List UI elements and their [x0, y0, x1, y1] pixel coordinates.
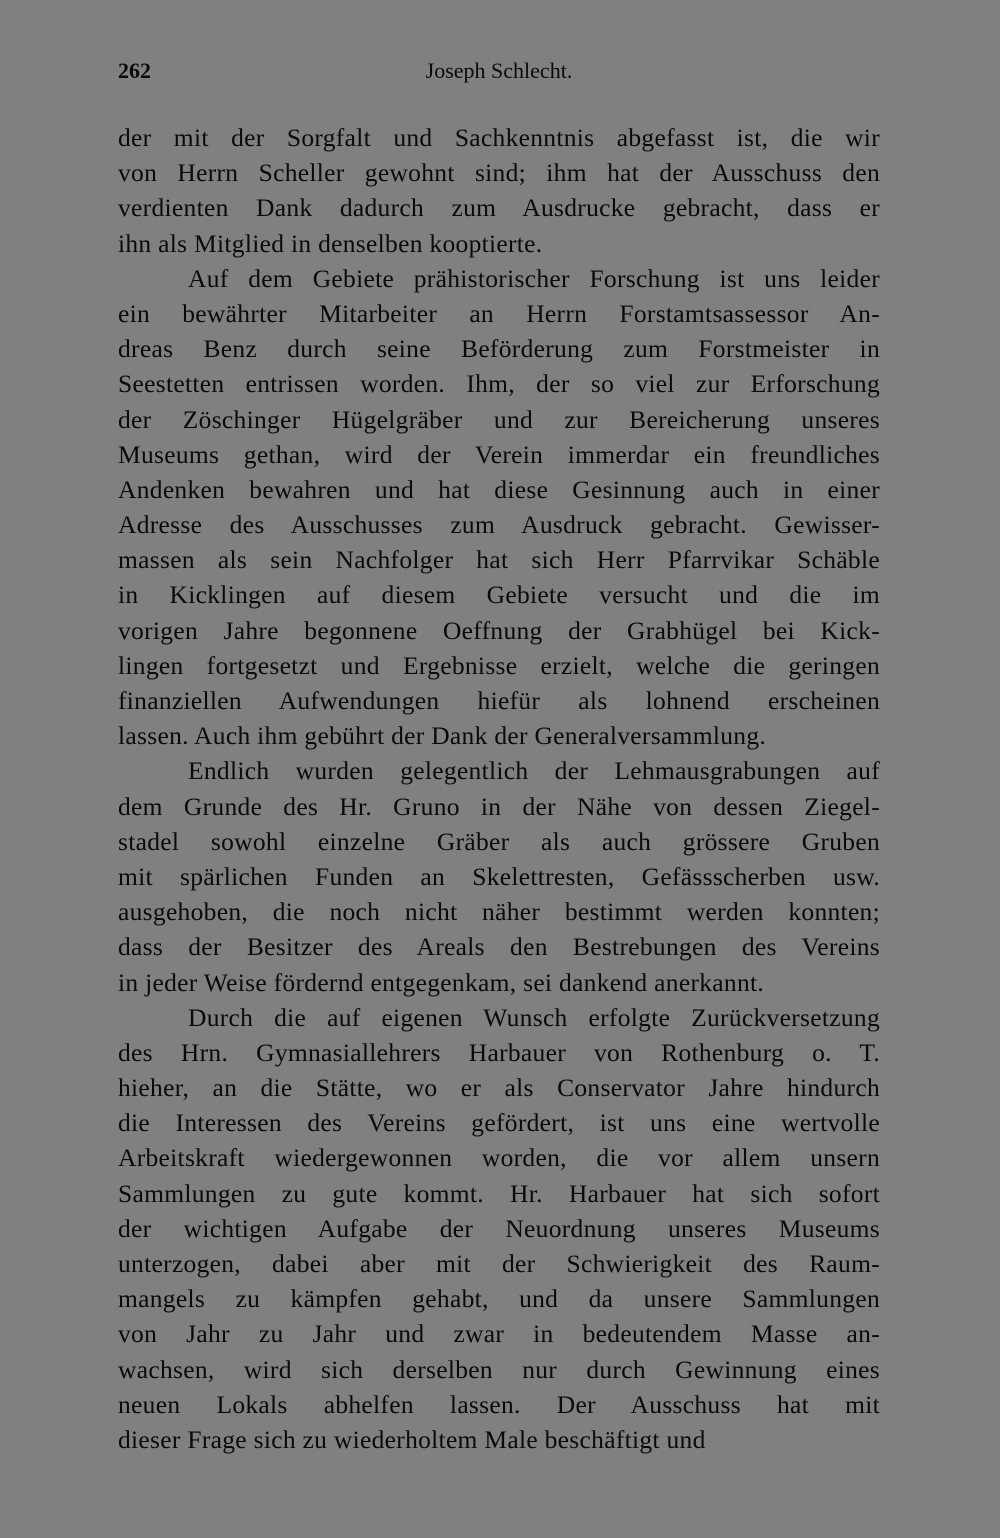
text-line: massen als sein Nachfolger hat sich Herr Pfarrvikar Schäble: [118, 545, 880, 575]
text-line: in jeder Weise fördernd entgegenkam, sei dankend anerkannt.: [118, 967, 765, 997]
text-line: die Interessen des Vereins gefördert, ist uns eine wertvolle: [118, 1108, 880, 1138]
text-line: Museums gethan, wird der Verein immerdar ein freundliches: [118, 439, 880, 469]
text-line: Auf dem Gebiete prähistorischer Forschung ist uns leider: [188, 263, 880, 293]
text-line: Andenken bewahren und hat diese Gesinnung auch in einer: [118, 474, 880, 504]
text-line: mit spärlichen Funden an Skelettresten, Gefässscherben usw.: [118, 861, 880, 891]
paragraph: [118, 261, 880, 754]
text-line: des Hrn. Gymnasiallehrers Harbauer von Rothenburg o. T.: [118, 1037, 880, 1067]
text-line: finanziellen Aufwendungen hiefür als lohnend erscheinen: [118, 686, 880, 715]
text-line: verdienten Dank dadurch zum Ausdrucke gebracht, dass er: [118, 193, 880, 223]
text-line: ein bewährter Mitarbeiter an Herrn Forstamtsassessor An-: [118, 298, 880, 328]
text-line: Seestetten entrissen worden. Ihm, der so viel zur Erforschung: [118, 369, 880, 399]
text-line: stadel sowohl einzelne Gräber als auch grössere Gruben: [118, 826, 880, 856]
text-line: in Kicklingen auf diesem Gebiete versucht und die im: [118, 580, 880, 610]
text-line: wachsen, wird sich derselben nur durch Gewinnung eines: [118, 1354, 880, 1384]
text-line: Endlich wurden gelegentlich der Lehmausgrabungen auf: [188, 756, 880, 786]
text-line: Arbeitskraft wiedergewonnen worden, die vor allem unsern: [118, 1143, 880, 1173]
text-line: Sammlungen zu gute kommt. Hr. Harbauer hat sich sofort: [118, 1178, 880, 1208]
text-line: lingen fortgesetzt und Ergebnisse erzielt, welche die geringen: [118, 650, 880, 680]
text-line: ihn als Mitglied in denselben kooptierte.: [118, 228, 543, 258]
paragraph: [118, 120, 880, 261]
text-line: Durch die auf eigenen Wunsch erfolgte Zurückversetzung: [188, 1002, 880, 1032]
text-line: lassen. Auch ihm gebührt der Dank der Generalversammlung.: [118, 721, 767, 751]
text-line: hieher, an die Stätte, wo er als Conservator Jahre hindurch: [118, 1073, 880, 1103]
paragraph: [118, 1000, 880, 1457]
body-text: [118, 120, 880, 1457]
text-line: der mit der Sorgfalt und Sachkenntnis abgefasst ist, die wir: [118, 123, 880, 152]
page-number: 262: [118, 58, 151, 83]
text-line: dem Grunde des Hr. Gruno in der Nähe von dessen Ziegel-: [118, 791, 880, 821]
text-line: der Zöschinger Hügelgräber und zur Bereicherung unseres: [118, 404, 880, 434]
running-title: Joseph Schlecht.: [425, 58, 573, 83]
text-line: dass der Besitzer des Areals den Bestrebungen des Vereins: [118, 932, 880, 962]
text-line: vorigen Jahre begonnene Oeffnung der Grabhügel bei Kick-: [118, 615, 880, 645]
text-line: von Jahr zu Jahr und zwar in bedeutendem Masse an-: [118, 1319, 880, 1349]
text-line: neuen Lokals abhelfen lassen. Der Ausschuss hat mit: [118, 1389, 880, 1419]
text-line: ausgehoben, die noch nicht näher bestimmt werden konnten;: [118, 897, 880, 927]
page-header: [118, 58, 880, 98]
text-line: dieser Frage sich zu wiederholtem Male beschäftigt und: [118, 1424, 706, 1454]
text-line: unterzogen, dabei aber mit der Schwierigkeit des Raum-: [118, 1249, 880, 1278]
text-line: dreas Benz durch seine Beförderung zum Forstmeister in: [118, 334, 880, 364]
text-line: Adresse des Ausschusses zum Ausdruck gebracht. Gewisser-: [118, 510, 880, 540]
paragraph: [118, 753, 880, 999]
text-line: mangels zu kämpfen gehabt, und da unsere Sammlungen: [118, 1284, 880, 1314]
text-line: der wichtigen Aufgabe der Neuordnung unseres Museums: [118, 1213, 880, 1243]
text-line: von Herrn Scheller gewohnt sind; ihm hat der Ausschuss den: [118, 158, 880, 188]
